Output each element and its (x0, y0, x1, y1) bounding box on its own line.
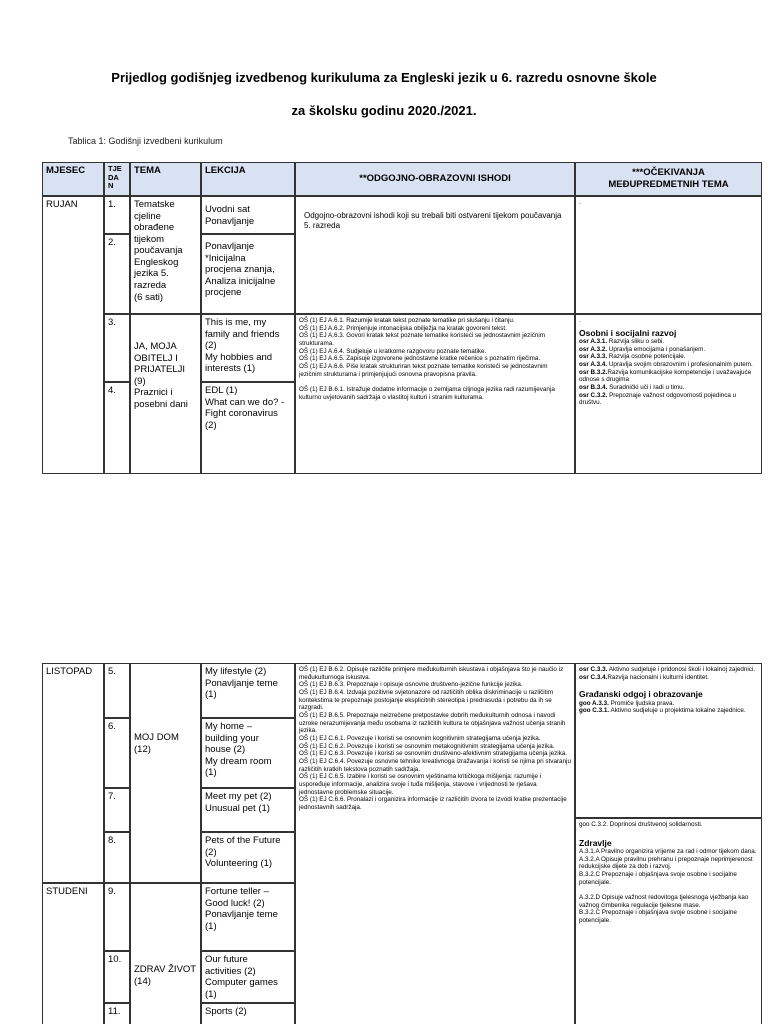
expectation-text: Razvija sliku o sebi. (607, 338, 665, 346)
lesson-cell-10: Our future activities (2) Computer games (1) (201, 951, 295, 1003)
header-mjesec: MJESEC (42, 162, 104, 196)
week-cell-8: 8. (104, 832, 130, 883)
expectation-code: osr A.3.3. (579, 353, 608, 361)
document-subtitle: za školsku godinu 2020./2021. (291, 103, 477, 118)
month-cell-rujan: RUJAN (42, 196, 104, 474)
lesson-cell-3: This is me, my family and friends (2) My hobbies and interests (1) (201, 314, 295, 382)
week-cell-10: 10. (104, 951, 130, 1003)
expectation-text: Razvija komunikacijske kompetencije i uvažavajuće odnose s drugima (579, 368, 752, 384)
lesson-cell-9: Fortune teller – Good luck! (2) Ponavljanje teme (1) (201, 883, 295, 951)
lesson-cell-6: My home – building your house (2) My dream room (1) (201, 718, 295, 788)
expectations-heading-goo: Građanski odgoj i obrazovanje (579, 689, 703, 700)
expectation-text: Promiče ljudska prava. (608, 699, 675, 707)
header-lekcija: LEKCIJA (201, 162, 295, 196)
expectation-code: osr B.3.2. (579, 368, 608, 376)
expectation-code: osr C.3.3. (579, 666, 608, 673)
header-tema: TEMA (130, 162, 201, 196)
expectation-text: Razvija osobne potencijale. (607, 353, 686, 361)
expectation-code: osr A.3.4. (579, 361, 608, 369)
expectations-list-osr-2 (579, 666, 758, 681)
outcomes-cell-intro: Odgojno-obrazovni ishodi koji su trebali biti ostvareni tijekom poučavanja 5. razreda (295, 196, 575, 314)
expectations-cell-goo (575, 663, 762, 818)
week-cell-6: 6. (104, 718, 130, 788)
expectation-item (579, 700, 758, 708)
header-tjedan: TJE DA N (104, 162, 130, 196)
week-cell-1: 1. (104, 196, 130, 234)
expectation-code: osr B.3.4. (579, 384, 608, 392)
lesson-cell-11: Sports (2) (201, 1003, 295, 1024)
table-caption: Tablica 1: Godišnji izvedbeni kurikulum (68, 136, 223, 146)
week-cell-4: 4. (104, 382, 130, 474)
expectations-dot: . (579, 317, 581, 324)
expectations-heading-zdravlje: Zdravlje (579, 837, 612, 848)
expectation-item (579, 666, 758, 674)
theme-cell-zdrav-zivot: ZDRAV ŽIVOT (14) (130, 883, 201, 1024)
lesson-cell-4: EDL (1) What can we do? - Fight coronavirus (2) (201, 382, 295, 474)
week-cell-3: 3. (104, 314, 130, 382)
expectation-text: Prepoznaje važnost odgovornosti pojedinca u društvu. (579, 391, 737, 407)
expectation-text: Aktivno sudjeluje i pridonosi školi i lokalnoj zajednici. (607, 666, 756, 673)
expectations-cell-zdravlje (575, 818, 762, 1024)
expectation-code: osr A.3.2. (579, 345, 608, 353)
document-title: Prijedlog godišnjeg izvedbenog kurikuluma za Engleski jezik u 6. razredu osnovne škole (111, 70, 657, 85)
lesson-cell-2: Ponavljanje *Inicijalna procjena znanja, Analiza inicijalne procjene (201, 234, 295, 314)
month-cell-listopad: LISTOPAD (42, 663, 104, 883)
lesson-cell-8: Pets of the Future (2) Volunteering (1) (201, 832, 295, 883)
expectations-list-goo (579, 700, 758, 715)
expectations-cell-empty: . (575, 196, 762, 314)
expectation-text: Upravlja emocijama i ponašanjem. (607, 345, 706, 353)
expectations-list-zdravlje: A.3.1.A Pravilno organizira vrijeme za rad i odmor tijekom dana. A.3.2.A Opisuje pravilnu prehranu i prepoznaje neprimjerenost redukcijske dijete za dob i razvoj. B.3.2.C Prepoznaje i objašnjava svoje osobne i socijalne potencijale. A.3.2.D Opisuje važnost redovitoga tjelesnoga vježbanja kao važnog čimbenika regulacije tjelesne mase. B.3.2.C Prepoznaje i objašnjava svoje osobne i socijalne potencijale. (579, 848, 757, 925)
expectation-code: osr C.3.4. (579, 673, 608, 681)
expectation-text: Suradnički uči i radi u timu. (607, 384, 685, 392)
theme-cell-me-family: JA, MOJA OBITELJ I PRIJATELJI (9) Praznici i posebni dani (130, 314, 201, 474)
expectation-code: osr A.3.1. (579, 338, 608, 346)
week-cell-5: 5. (104, 663, 130, 718)
month-cell-studeni: STUDENI (42, 883, 104, 1024)
theme-cell-review: Tematske cjeline obrađene tijekom poučavanja Engleskog jezika 5. razreda (6 sati) (130, 196, 201, 314)
expectations-goo-c32: goo C.3.2. Doprinosi društvenoj solidarnosti. (579, 821, 703, 828)
header-ocekivanja-label: ***OČEKIVANJA MEĐUPREDMETNIH TEMA (608, 167, 729, 190)
expectation-code: goo C.3.1. (579, 707, 610, 715)
expectation-code: osr C.3.2. (579, 391, 608, 399)
header-ishodi-label: **ODGOJNO-OBRAZOVNI ISHODI (359, 173, 511, 185)
expectation-item (579, 707, 758, 715)
expectation-text: Aktivno sudjeluje u projektima lokalne zajednice. (609, 707, 746, 715)
expectation-code: goo A.3.3. (579, 699, 609, 707)
outcomes-cell-6a: OŠ (1) EJ A.6.1. Razumije kratak tekst poznate tematike pri slušanju i čitanju. OŠ (1) EJ A.6.2. Primjenjuje intonacijska obilježja na kratak govoreni tekst. OŠ (1) EJ A.6.3. Govori kratak tekst poznate tematike koristeći se jednostavnim jezičnim strukturama. OŠ (1) EJ A.6.4. Sudjeluje u kratkome razgovoru poznate tematike. OŠ (1) EJ A.6.5. Zapisuje izgovorene jednostavne kratke rečenice s poznatim riječima. OŠ (1) EJ A.6.6. Piše kratak strukturiran tekst poznate tematike koristeći se jednostavnim jezičnim strukturama i primjenjujući osnovna pravopisna pravila. OŠ (1) EJ B.6.1. Istražuje dodatne informacije o zemljama ciljnoga jezika radi razumijevanja kulturno uvjetovanih sadržaja o vlastitoj kulturi i stranim kulturama. (295, 314, 575, 474)
theme-cell-moj-dom: MOJ DOM (12) (130, 663, 201, 883)
week-cell-11: 11. (104, 1003, 130, 1024)
expectation-item (579, 674, 758, 682)
lesson-cell-5: My lifestyle (2) Ponavljanje teme (1) (201, 663, 295, 718)
lesson-cell-1: Uvodni sat Ponavljanje (201, 196, 295, 234)
week-cell-7: 7. (104, 788, 130, 832)
lesson-cell-7: Meet my pet (2) Unusual pet (1) (201, 788, 295, 832)
week-cell-9: 9. (104, 883, 130, 951)
expectations-heading-osr: Osobni i socijalni razvoj (579, 327, 677, 338)
expectation-text: Upravlja svojim obrazovnim i profesionalnim putem. (607, 361, 753, 369)
outcomes-cell-6b: OŠ (1) EJ B.6.2. Opisuje različite primjere međukulturnih iskustava i objašnjava što je naučio iz međukulturnoga iskustva. OŠ (1) EJ B.6.3. Prepoznaje i opisuje osnovne društveno-jezične funkcije jezika. OŠ (1) EJ B.6.4. Izdvaja pozitivne svjetonazore od različitih oblika diskriminacije u različitim kontekstima te prepoznaje postojanje eksplicitnih stereotipa i predrasuda i potrebu da ih se razgradi. OŠ (1) EJ B.6.5. Prepoznaje neizrečene pretpostavke dobrih međukulturnih odnosa i navodi uzroke nerazumijevanja među osobama iz različitih kultura te objašnjava važnost učenja stranih jezika. OŠ (1) EJ C.6.1. Povezuje i koristi se osnovnim kognitivnim strategijama učenja jezika. OŠ (1) EJ C.6.2. Povezuje i koristi se osnovnim metakognitivnim strategijama učenja jezika. OŠ (1) EJ C.6.3. Povezuje i koristi se osnovnim društveno-afektivnim strategijama učenja jezika. OŠ (1) EJ C.6.4. Povezuje osnovne tehnike kreativnoga izražavanja i koristi se njima pri stvaranju različitih kratkih tekstova poznatih sadržaja. OŠ (1) EJ C.6.5. Izabire i koristi se osnovnim vještinama kritičkoga mišljenja: razumije i uspoređuje informacije, analizira svoje i tuđa mišljenja, stavove i vrijednosti te rješava jednostavne problemske situacije. OŠ (1) EJ C.6.6. Pronalazi i organizira informacije iz različitih izvora te izvodi kratke prezentacije jednostavnih sadržaja. (295, 663, 575, 1024)
expectation-text: Razvija nacionalni i kulturni identitet. (607, 673, 709, 681)
week-cell-2: 2. (104, 234, 130, 314)
